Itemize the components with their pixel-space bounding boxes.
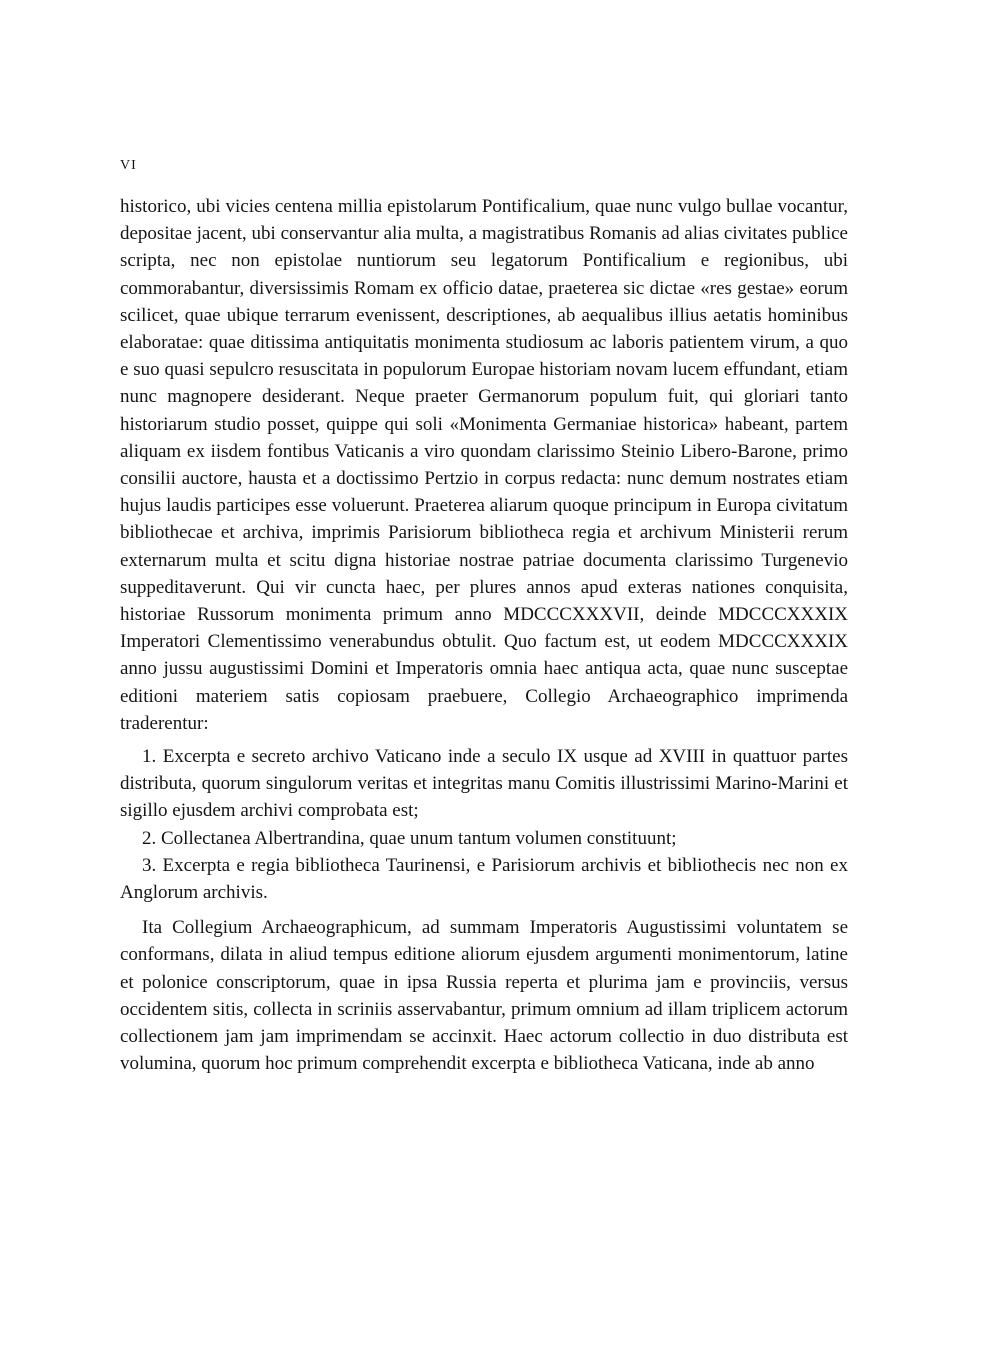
paragraph-1: historico, ubi vicies centena millia epistolarum Pontificalium, quae nunc vulgo bullae vocantur, depositae jacent, ubi conservantur alia multa, a magistratibus Romanis ad alias civitates publice scripta, nec non epistolae nuntiorum seu legatorum Pontificalium e regionibus, ubi commorabantur, diversissimis Romam ex officio datae, praeterea sic dictae «res gestae» eorum scilicet, quae ubique terrarum evenissent, descriptiones, ab aequalibus illius aetatis hominibus elaboratae: quae ditissima antiquitatis monimenta studiosum ac laboris patientem virum, a quo e suo quasi sepulcro resuscitata in populorum Europae historiam novam lucem effundant, etiam nunc magnopere desiderant. Neque praeter Germanorum populum fuit, qui gloriari tanto historiarum studio posset, quippe qui soli «Monimenta Germaniae historica» habeant, partem aliquam ex iisdem fontibus Vaticanis a viro quondam clarissimo Steinio Libero-Barone, primo consilii auctore, hausta et a doctissimo Pertzio in corpus redacta: nunc demum nostrates etiam hujus laudis participes esse voluerunt. Praeterea aliarum quoque principum in Europa civitatum bibliothecae et archiva, imprimis Parisiorum bibliotheca regia et archivum Ministerii rerum externarum multa et scitu digna historiae nostrae patriae documenta clarissimo Turgenevio suppeditaverunt. Qui vir cuncta haec, per plures annos apud exteras nationes conquisita, historiae Russorum monimenta primum anno MDCCCXXXVII, deinde MDCCCXXXIX Imperatori Clementissimo venerabundus obtulit. Quo factum est, ut eodem MDCCCXXXIX anno jussu augustissimi Domini et Imperatoris omnia haec antiqua acta, quae nunc susceptae editioni materiem satis copiosam praebuere, Collegio Archaeographico imprimenda traderentur: — [120, 196, 848, 734]
document-list — [120, 743, 848, 906]
body-text — [120, 193, 848, 1078]
list-item-3: 3. Excerpta e regia bibliotheca Taurinensi, e Parisiorum archivis et bibliothecis nec non ex Anglorum archivis. — [120, 854, 848, 904]
page-number: VI — [120, 158, 137, 173]
paragraph-2: Ita Collegium Archaeographicum, ad summam Imperatoris Augustissimi voluntatem se conformans, dilata in aliud tempus editione aliorum ejusdem argumenti monimentorum, latine et polonice conscriptorum, quae in ipsa Russia reperta et plurima jam e provinciis, versus occidentem sitis, collecta in scriniis asservabantur, primum omnium ad illam triplicem actorum collectionem jam jam imprimendam se accinxit. Haec actorum collectio in duo distributa est volumina, quorum hoc primum comprehendit excerpta e bibliotheca Vaticana, inde ab anno — [120, 917, 848, 1075]
list-item-2: 2. Collectanea Albertrandina, quae unum tantum volumen constituunt; — [142, 827, 677, 849]
list-item-1: 1. Excerpta e secreto archivo Vaticano inde a seculo IX usque ad XVIII in quattuor partes distributa, quorum singulorum veritas et integritas manu Comitis illustrissimi Marino-Marini et sigillo ejusdem archivi comprobata est; — [120, 746, 848, 822]
